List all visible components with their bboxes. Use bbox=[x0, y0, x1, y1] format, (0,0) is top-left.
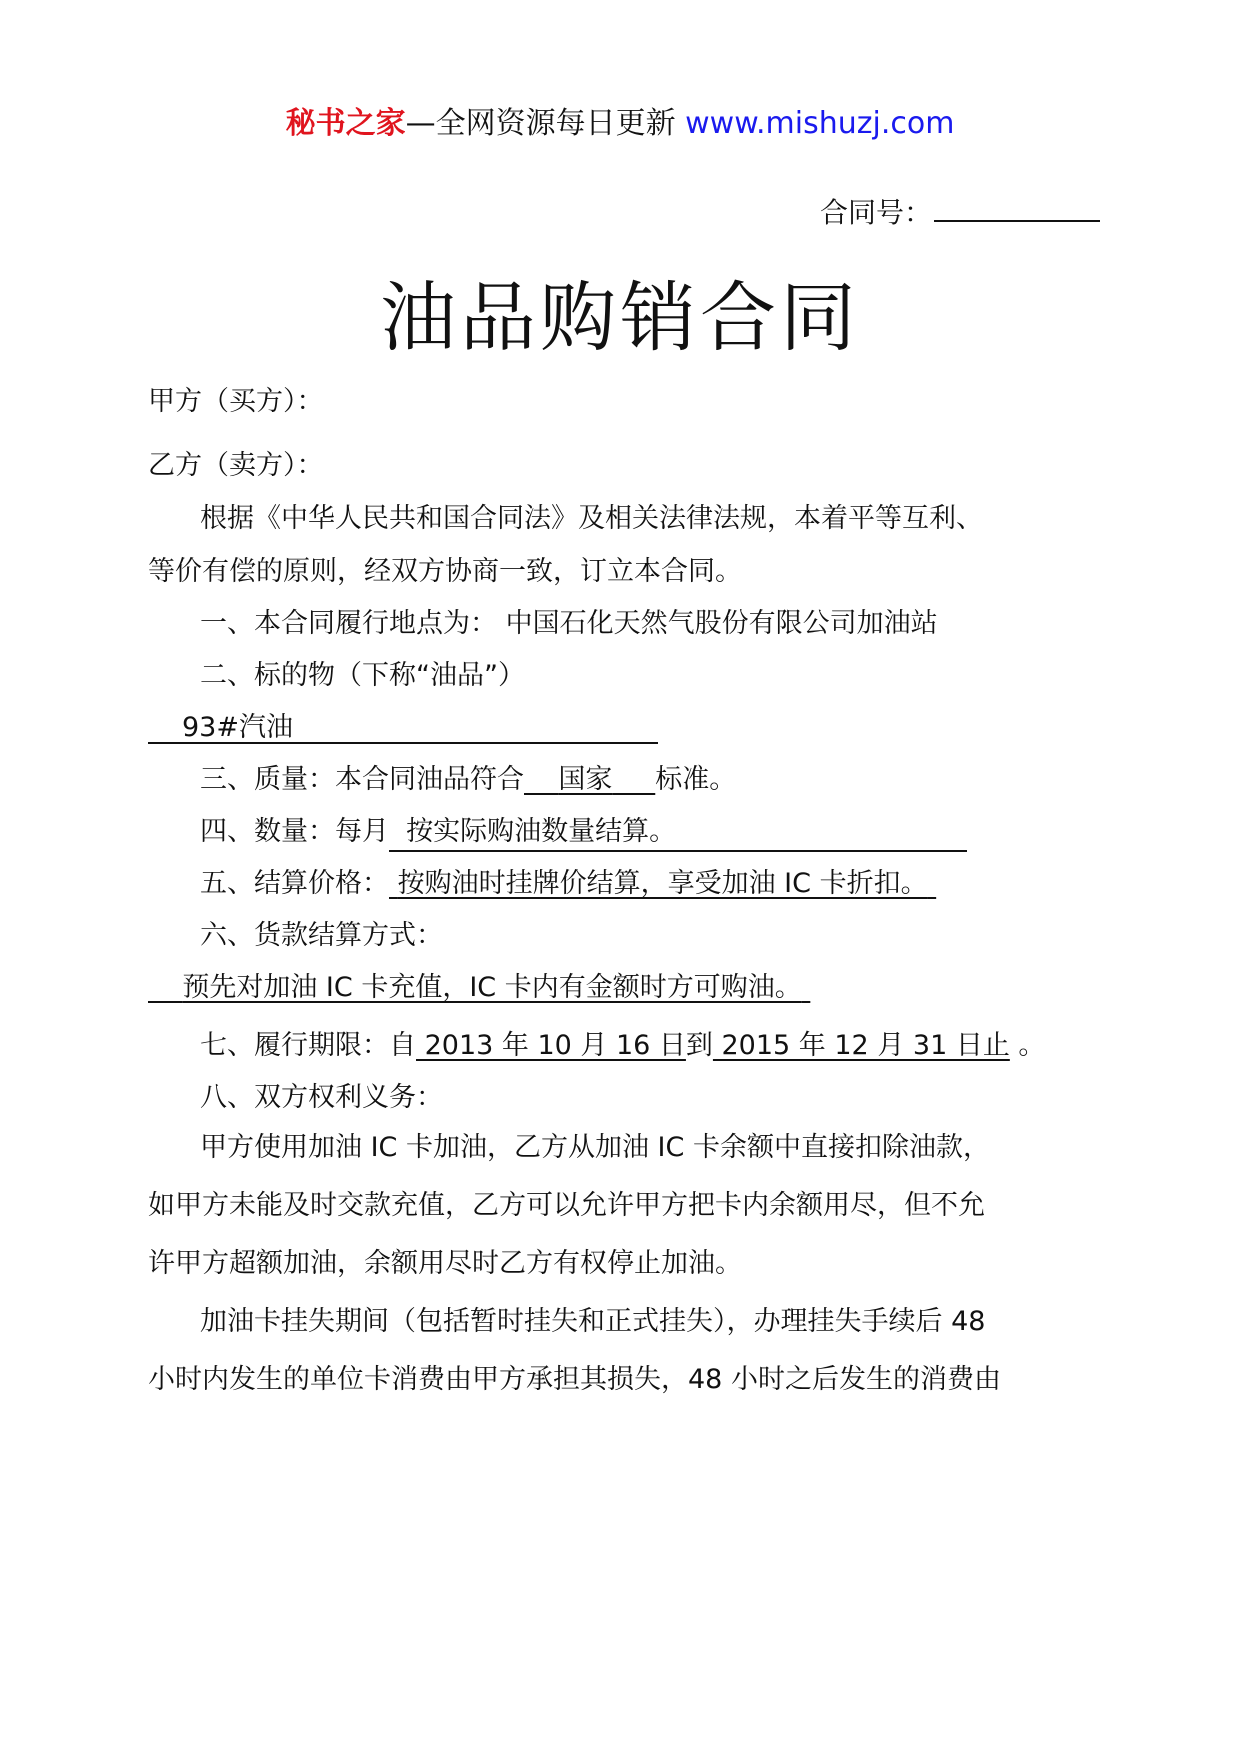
clause-3-quality bbox=[200, 764, 736, 796]
clause-3-value bbox=[524, 764, 655, 795]
clause-3-value-text: 国家 bbox=[558, 764, 613, 795]
clause-6-title: 六、货款结算方式： bbox=[200, 920, 443, 951]
contract-number bbox=[820, 196, 1100, 230]
clause-4-value: 按实际购油数量结算。 bbox=[406, 816, 677, 847]
clause-6-underline bbox=[148, 972, 810, 1003]
contract-number-label: 合同号： bbox=[820, 196, 933, 229]
banner-url[interactable]: www.mishuzj.com bbox=[685, 106, 955, 141]
clause-7-prefix: 七、履行期限：自 bbox=[200, 1030, 416, 1061]
party-b-label: 乙方（卖方）： bbox=[148, 450, 324, 481]
clause-5-field bbox=[389, 868, 936, 899]
clause-7-suffix: 。 bbox=[1009, 1030, 1046, 1061]
clause-5-price bbox=[200, 868, 936, 900]
clause-7-term bbox=[200, 1030, 1045, 1062]
clause-6-field bbox=[148, 972, 810, 1004]
clause-1-location: 一、本合同履行地点为： 中国石化天然气股份有限公司加油站 bbox=[200, 608, 938, 639]
para-8-1-line-3: 许甲方超额加油，余额用尽时乙方有权停止加油。 bbox=[148, 1248, 742, 1279]
banner-tagline: —全网资源每日更新 bbox=[405, 106, 686, 141]
intro-line-2: 等价有偿的原则，经双方协商一致，订立本合同。 bbox=[148, 556, 742, 587]
clause-6-value: 预先对加油 IC 卡充值，IC 卡内有金额时方可购油。 bbox=[182, 972, 802, 1003]
para-8-2-line-1: 加油卡挂失期间（包括暂时挂失和正式挂失），办理挂失手续后 48 bbox=[200, 1306, 986, 1337]
intro-line-1: 根据《中华人民共和国合同法》及相关法律法规，本着平等互利、 bbox=[200, 503, 983, 534]
clause-8-title: 八、双方权利义务： bbox=[200, 1082, 443, 1113]
clause-3-suffix: 标准。 bbox=[655, 764, 737, 795]
banner-brand: 秘书之家 bbox=[285, 106, 406, 141]
contract-number-blank bbox=[934, 219, 1100, 222]
para-8-2-line-2: 小时内发生的单位卡消费由甲方承担其损失，48 小时之后发生的消费由 bbox=[148, 1364, 1001, 1395]
clause-5-value: 按购油时挂牌价结算，享受加油 IC 卡折扣。 bbox=[397, 868, 928, 899]
clause-4-prefix: 四、数量：每月 bbox=[200, 816, 389, 847]
product-value: 93#汽油 bbox=[182, 712, 293, 743]
clause-3-prefix: 三、质量：本合同油品符合 bbox=[200, 764, 524, 795]
party-a-label: 甲方（买方）： bbox=[148, 386, 324, 417]
clause-4-field bbox=[389, 816, 967, 852]
document-title: 油品购销合同 bbox=[380, 273, 860, 362]
clause-7-start-date: 2013 年 10 月 16 日 bbox=[416, 1030, 686, 1061]
clause-4-quantity bbox=[200, 816, 960, 852]
para-8-1-line-2: 如甲方未能及时交款充值，乙方可以允许甲方把卡内余额用尽，但不允 bbox=[148, 1190, 985, 1221]
clause-2-subject: 二、标的物（下称“油品”） bbox=[200, 660, 525, 691]
site-banner bbox=[0, 106, 1240, 142]
clause-7-end-date: 2015 年 12 月 31 日止 bbox=[712, 1030, 1010, 1061]
product-field bbox=[148, 712, 658, 744]
clause-7-mid: 到 bbox=[685, 1030, 713, 1061]
clause-5-prefix: 五、结算价格： bbox=[200, 868, 389, 899]
para-8-1-line-1: 甲方使用加油 IC 卡加油，乙方从加油 IC 卡余额中直接扣除油款， bbox=[200, 1132, 990, 1163]
